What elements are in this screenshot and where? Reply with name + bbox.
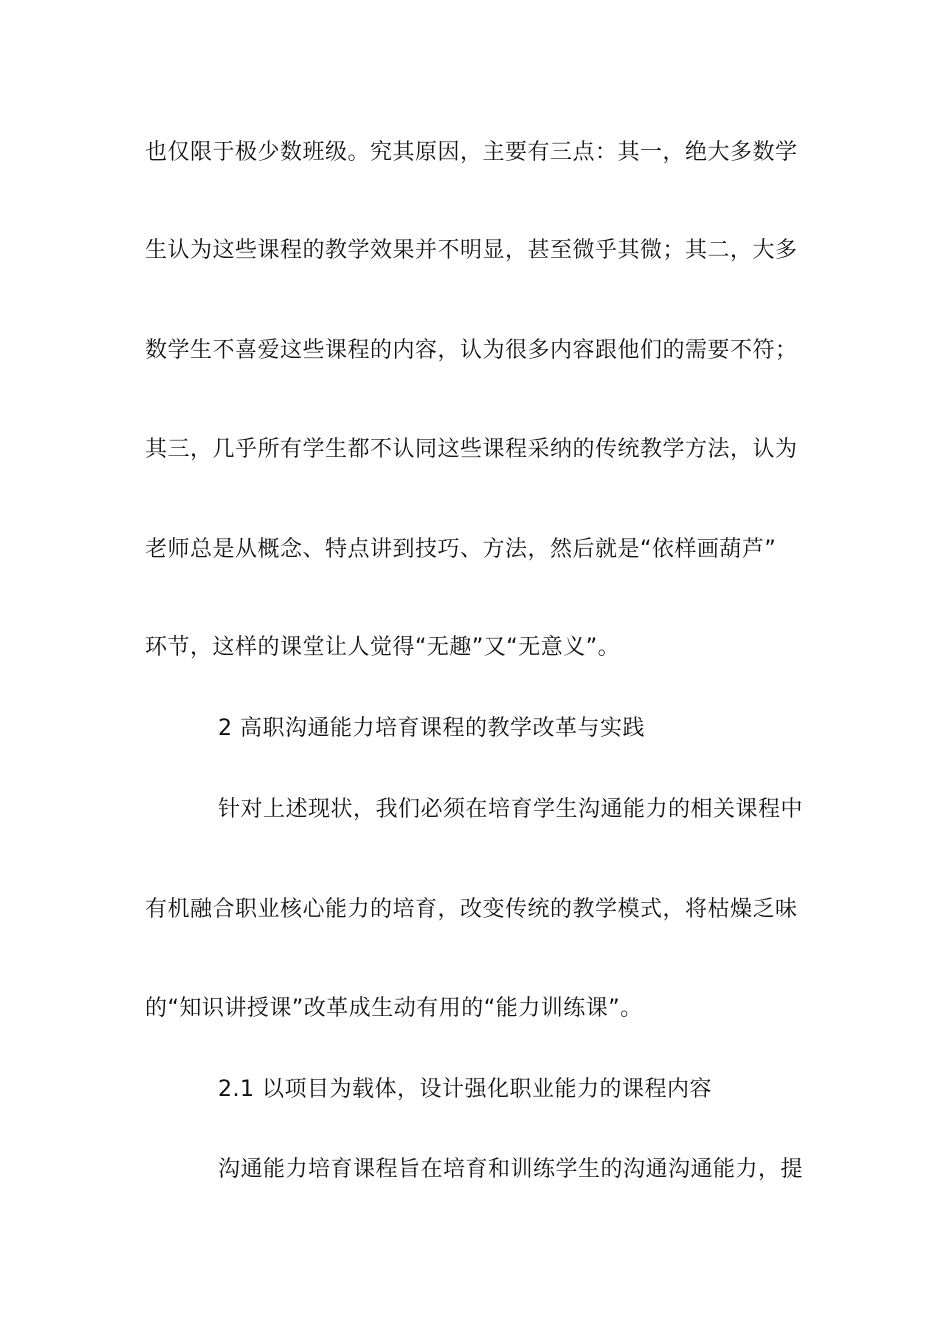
paragraph-line: 其三，几乎所有学生都不认同这些课程采纳的传统教学方法，认为 (145, 437, 798, 462)
paragraph-line: 沟通能力培育课程旨在培育和训练学生的沟通沟通能力，提 (218, 1157, 804, 1182)
paragraph-line: 老师总是从概念、特点讲到技巧、方法，然后就是“依样画葫芦” (145, 537, 777, 562)
paragraph-line: 针对上述现状，我们必须在培育学生沟通能力的相关课程中 (218, 797, 804, 822)
paragraph-line: 环节，这样的课堂让人觉得“无趣”又“无意义”。 (145, 635, 621, 660)
paragraph-line: 数学生不喜爱这些课程的内容，认为很多内容跟他们的需要不符； (145, 338, 798, 363)
paragraph-line: 也仅限于极少数班级。究其原因，主要有三点：其一，绝大多数学 (145, 140, 798, 165)
paragraph-line: 生认为这些课程的教学效果并不明显，甚至微乎其微；其二，大多 (145, 238, 798, 263)
section-heading: 2 高职沟通能力培育课程的教学改革与实践 (218, 716, 645, 741)
paragraph-line: 的“知识讲授课”改革成生动有用的“能力训练课”。 (145, 996, 643, 1021)
subsection-heading: 2.1 以项目为载体，设计强化职业能力的课程内容 (218, 1077, 712, 1102)
paragraph-line: 有机融合职业核心能力的培育，改变传统的教学模式，将枯燥乏味 (145, 897, 798, 922)
